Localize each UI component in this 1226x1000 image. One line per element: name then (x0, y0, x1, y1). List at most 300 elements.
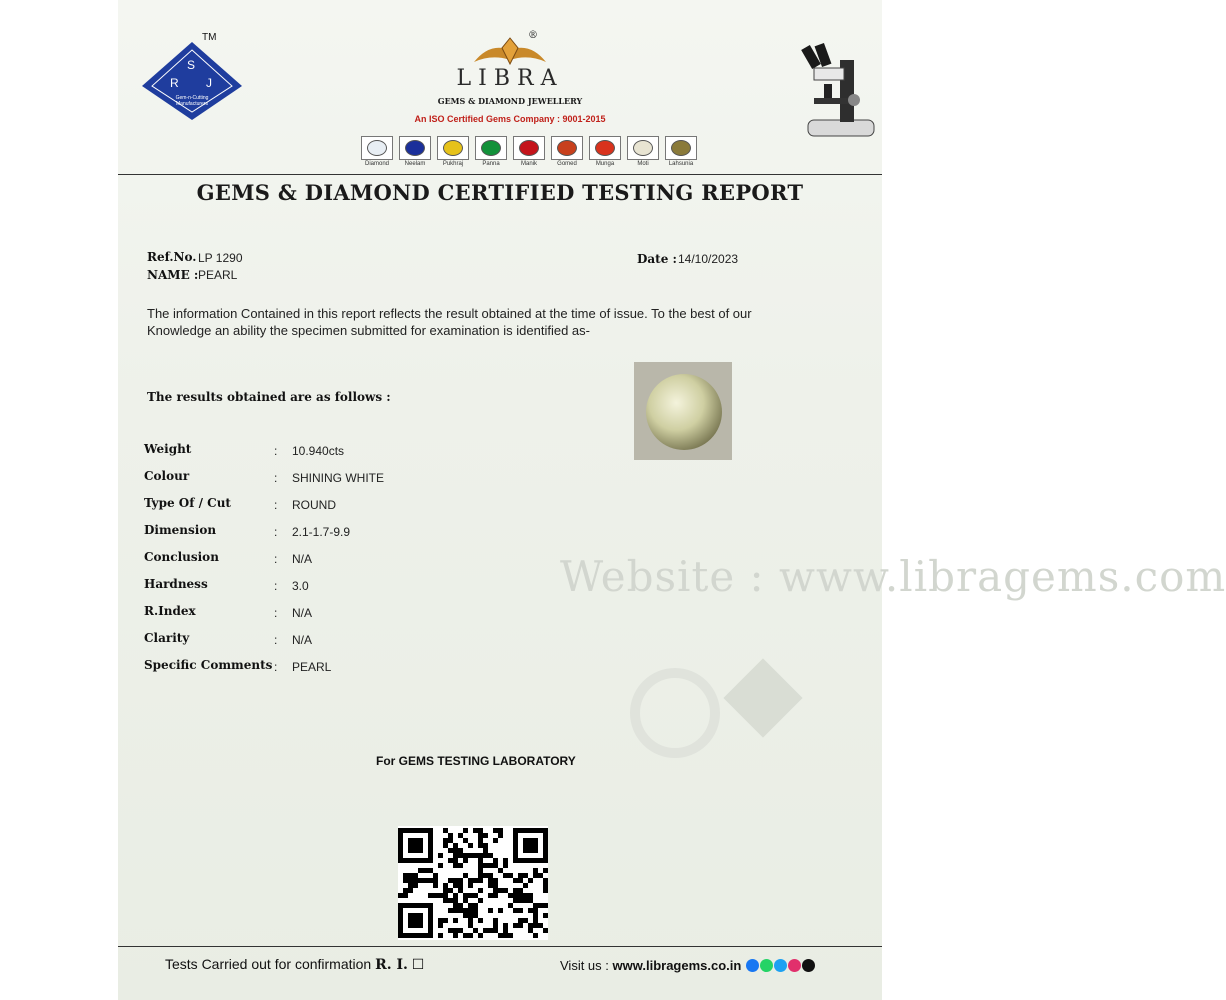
gem-name: Manik (520, 161, 537, 167)
qr-module (478, 853, 483, 858)
registered-mark: ® (528, 30, 538, 41)
brand-subtitle: GEMS & DIAMOND JEWELLERY (437, 96, 583, 106)
qr-module (528, 898, 533, 903)
qr-module (473, 913, 478, 918)
gem-swatch (551, 136, 583, 160)
qr-finder (523, 838, 538, 853)
libra-emblem (470, 36, 550, 68)
qr-module (493, 893, 498, 898)
header-divider (118, 174, 882, 175)
qr-module (438, 923, 443, 928)
qr-module (453, 933, 458, 938)
microscope-icon (800, 40, 880, 140)
social-icon[interactable] (760, 959, 773, 972)
qr-module (528, 928, 533, 933)
tests-text: Tests Carried out for confirmation (165, 956, 372, 972)
result-value: SHINING WHITE (292, 471, 384, 485)
qr-module (478, 833, 483, 838)
qr-module (493, 888, 498, 893)
qr-module (473, 853, 478, 858)
name-label: NAME : (147, 268, 199, 282)
qr-module (493, 863, 498, 868)
qr-module (453, 893, 458, 898)
footer-divider (118, 946, 882, 947)
qr-module (448, 858, 453, 863)
qr-module (458, 853, 463, 858)
result-row (144, 577, 544, 597)
qr-module (513, 893, 518, 898)
qr-module (483, 928, 488, 933)
qr-module (468, 933, 473, 938)
qr-module (498, 908, 503, 913)
srj-logo (140, 32, 244, 120)
gem-stone-icon (519, 140, 539, 156)
ri-checkbox: ☐ (411, 956, 425, 972)
qr-module (533, 908, 538, 913)
qr-module (488, 853, 493, 858)
qr-module (453, 863, 458, 868)
qr-module (463, 828, 468, 833)
gem-item (436, 136, 470, 167)
qr-module (463, 853, 468, 858)
gem-item (360, 136, 394, 167)
qr-module (483, 863, 488, 868)
qr-module (493, 928, 498, 933)
gem-swatch (361, 136, 393, 160)
qr-module (498, 933, 503, 938)
qr-module (443, 893, 448, 898)
result-row (144, 496, 544, 516)
qr-module (513, 888, 518, 893)
social-icon[interactable] (746, 959, 759, 972)
qr-module (533, 913, 538, 918)
result-value: PEARL (292, 660, 332, 674)
qr-module (468, 853, 473, 858)
social-icon[interactable] (788, 959, 801, 972)
gem-item (474, 136, 508, 167)
result-value: 3.0 (292, 579, 309, 593)
result-row (144, 469, 544, 489)
qr-module (473, 878, 478, 883)
qr-module (468, 908, 473, 913)
result-colon: : (274, 471, 278, 485)
qr-module (503, 863, 508, 868)
qr-module (458, 863, 463, 868)
qr-module (423, 878, 428, 883)
result-colon: : (274, 606, 278, 620)
qr-module (418, 878, 423, 883)
result-colon: : (274, 498, 278, 512)
result-value: N/A (292, 606, 313, 620)
qr-module (478, 878, 483, 883)
qr-module (493, 883, 498, 888)
gem-item (588, 136, 622, 167)
qr-module (453, 908, 458, 913)
qr-module (513, 908, 518, 913)
qr-module (478, 868, 483, 873)
qr-module (458, 908, 463, 913)
qr-module (473, 908, 478, 913)
qr-module (498, 868, 503, 873)
qr-module (448, 848, 453, 853)
qr-module (478, 933, 483, 938)
srj-caption: Gem-n-Cutting Manufacturers (175, 95, 209, 107)
qr-module (478, 888, 483, 893)
qr-module (453, 903, 458, 908)
qr-module (533, 873, 538, 878)
gem-item (550, 136, 584, 167)
qr-module (498, 888, 503, 893)
result-colon: : (274, 660, 278, 674)
qr-module (463, 873, 468, 878)
report-title: GEMS & DIAMOND CERTIFIED TESTING REPORT (196, 180, 804, 205)
qr-module (463, 893, 468, 898)
qr-module (493, 858, 498, 863)
qr-module (538, 873, 543, 878)
qr-module (443, 918, 448, 923)
srj-letter-j: J (206, 76, 212, 90)
gem-name: Panna (482, 161, 500, 167)
tests-note (165, 956, 424, 973)
qr-module (433, 883, 438, 888)
qr-module (408, 873, 413, 878)
qr-module (488, 928, 493, 933)
qr-module (518, 923, 523, 928)
qr-module (433, 878, 438, 883)
lab-signature-line: For GEMS TESTING LABORATORY (376, 754, 576, 768)
gem-name: Pukhraj (442, 161, 464, 167)
result-colon: : (274, 525, 278, 539)
qr-module (448, 908, 453, 913)
qr-module (523, 873, 528, 878)
qr-module (543, 883, 548, 888)
qr-module (448, 888, 453, 893)
ref-value: LP 1290 (198, 251, 243, 265)
qr-module (528, 893, 533, 898)
qr-module (488, 893, 493, 898)
qr-module (413, 883, 418, 888)
qr-module (458, 848, 463, 853)
qr-module (518, 878, 523, 883)
qr-module (428, 893, 433, 898)
intro-paragraph: The information Contained in this report reflects the result obtained at the time of issue. To the best of our Knowledge an ability the specimen submitted for examination is identified as- (147, 306, 752, 338)
qr-module (513, 898, 518, 903)
gem-stone-icon (443, 140, 463, 156)
qr-module (453, 883, 458, 888)
ri-text: R. I. (375, 957, 408, 973)
result-value: ROUND (292, 498, 336, 512)
qr-module (528, 908, 533, 913)
qr-module (468, 918, 473, 923)
qr-module (503, 933, 508, 938)
qr-module (438, 853, 443, 858)
result-label: Colour (144, 469, 190, 483)
qr-module (408, 888, 413, 893)
social-icons (745, 958, 815, 973)
qr-module (498, 833, 503, 838)
qr-module (443, 838, 448, 843)
qr-module (448, 928, 453, 933)
qr-module (468, 843, 473, 848)
qr-module (483, 843, 488, 848)
qr-module (448, 838, 453, 843)
qr-module (458, 888, 463, 893)
qr-module (518, 918, 523, 923)
result-label: R.Index (144, 604, 196, 618)
qr-module (533, 933, 538, 938)
qr-module (493, 923, 498, 928)
date-value: 14/10/2023 (678, 252, 739, 266)
gem-stone-icon (595, 140, 615, 156)
visit-url[interactable]: www.libragems.co.in (612, 958, 742, 973)
qr-module (453, 878, 458, 883)
result-colon: : (274, 579, 278, 593)
gem-stone-icon (671, 140, 691, 156)
qr-module (433, 893, 438, 898)
result-label: Weight (144, 442, 192, 456)
result-row (144, 658, 544, 678)
visit-label: Visit us : (560, 958, 609, 973)
qr-module (453, 843, 458, 848)
qr-module (483, 848, 488, 853)
results-heading: The results obtained are as follows : (147, 390, 391, 404)
qr-module (443, 843, 448, 848)
qr-module (438, 933, 443, 938)
gem-stone-icon (557, 140, 577, 156)
qr-module (453, 853, 458, 858)
gem-name: Munga (595, 161, 615, 167)
qr-module (463, 913, 468, 918)
gem-swatch (665, 136, 697, 160)
qr-module (513, 878, 518, 883)
qr-module (468, 878, 473, 883)
gem-item (512, 136, 546, 167)
qr-module (413, 873, 418, 878)
qr-module (428, 868, 433, 873)
qr-module (493, 838, 498, 843)
ref-label: Ref.No. (147, 250, 197, 264)
qr-module (463, 908, 468, 913)
qr-module (438, 863, 443, 868)
qr-module (453, 858, 458, 863)
qr-module (463, 933, 468, 938)
social-icon[interactable] (774, 959, 787, 972)
result-value: N/A (292, 633, 313, 647)
gem-stone-icon (481, 140, 501, 156)
qr-module (448, 878, 453, 883)
result-row (144, 442, 544, 462)
pearl-photo (634, 362, 732, 460)
result-row (144, 604, 544, 624)
qr-module (488, 883, 493, 888)
qr-module (518, 898, 523, 903)
qr-module (503, 888, 508, 893)
qr-module (403, 893, 408, 898)
qr-module (458, 883, 463, 888)
qr-module (473, 928, 478, 933)
qr-module (503, 873, 508, 878)
srj-letter-r: R (170, 76, 179, 90)
qr-module (468, 893, 473, 898)
qr-module (503, 923, 508, 928)
gem-name: Neelam (404, 161, 426, 167)
result-value: N/A (292, 552, 313, 566)
gem-name: Lahsunia (668, 161, 694, 167)
qr-module (463, 898, 468, 903)
result-label: Conclusion (144, 550, 219, 564)
qr-module (543, 928, 548, 933)
result-row (144, 631, 544, 651)
brand-name: LIBRA (456, 66, 564, 91)
gem-name: Moti (637, 161, 649, 167)
qr-module (428, 878, 433, 883)
qr-module (528, 878, 533, 883)
qr-module (533, 903, 538, 908)
qr-module (543, 913, 548, 918)
qr-module (403, 873, 408, 878)
qr-module (523, 883, 528, 888)
qr-module (538, 903, 543, 908)
visit-note (560, 958, 815, 973)
qr-module (478, 838, 483, 843)
qr-module (398, 893, 403, 898)
qr-module (488, 873, 493, 878)
result-row (144, 550, 544, 570)
qr-code (398, 826, 548, 940)
qr-module (458, 928, 463, 933)
qr-module (528, 923, 533, 928)
qr-module (443, 883, 448, 888)
name-value: PEARL (198, 268, 238, 282)
qr-module (443, 898, 448, 903)
gem-item (398, 136, 432, 167)
qr-module (533, 923, 538, 928)
qr-module (513, 923, 518, 928)
qr-module (438, 918, 443, 923)
qr-module (413, 878, 418, 883)
result-label: Clarity (144, 631, 190, 645)
qr-module (468, 903, 473, 908)
qr-module (478, 873, 483, 878)
qr-module (453, 918, 458, 923)
qr-module (463, 838, 468, 843)
qr-module (478, 843, 483, 848)
result-row (144, 523, 544, 543)
qr-module (493, 878, 498, 883)
gem-swatch (589, 136, 621, 160)
qr-module (508, 903, 513, 908)
qr-module (483, 833, 488, 838)
qr-module (533, 918, 538, 923)
qr-module (503, 928, 508, 933)
qr-module (518, 873, 523, 878)
qr-module (478, 863, 483, 868)
qr-module (403, 888, 408, 893)
social-icon[interactable] (802, 959, 815, 972)
qr-finder (408, 838, 423, 853)
qr-module (493, 918, 498, 923)
qr-module (508, 893, 513, 898)
qr-finder (408, 913, 423, 928)
qr-module (408, 883, 413, 888)
gem-strip (360, 136, 698, 167)
qr-module (458, 878, 463, 883)
qr-module (453, 898, 458, 903)
website-watermark: Website : www.libragems.com (560, 552, 1226, 601)
qr-module (518, 908, 523, 913)
qr-module (443, 828, 448, 833)
gem-item (626, 136, 660, 167)
qr-module (458, 903, 463, 908)
qr-module (523, 918, 528, 923)
gem-swatch (437, 136, 469, 160)
result-label: Specific Comments (144, 658, 273, 672)
gem-item (664, 136, 698, 167)
result-label: Dimension (144, 523, 217, 537)
qr-module (433, 873, 438, 878)
iso-line: An ISO Certified Gems Company : 9001-2015 (414, 114, 606, 124)
qr-module (423, 868, 428, 873)
qr-module (418, 868, 423, 873)
qr-module (448, 833, 453, 838)
qr-module (438, 893, 443, 898)
qr-module (533, 868, 538, 873)
qr-module (403, 878, 408, 883)
qr-module (478, 918, 483, 923)
qr-module (453, 928, 458, 933)
qr-module (448, 898, 453, 903)
qr-module (488, 878, 493, 883)
gem-swatch (475, 136, 507, 160)
gem-stone-icon (405, 140, 425, 156)
qr-module (463, 858, 468, 863)
qr-module (498, 828, 503, 833)
qr-module (478, 858, 483, 863)
qr-module (468, 923, 473, 928)
gem-stone-icon (367, 140, 387, 156)
gem-stone-icon (633, 140, 653, 156)
qr-module (503, 858, 508, 863)
qr-module (478, 898, 483, 903)
gem-swatch (399, 136, 431, 160)
result-value: 10.940cts (292, 444, 345, 458)
qr-module (443, 888, 448, 893)
qr-module (473, 903, 478, 908)
qr-module (473, 893, 478, 898)
result-colon: : (274, 444, 278, 458)
qr-module (488, 863, 493, 868)
qr-module (493, 828, 498, 833)
result-value: 2.1-1.7-9.9 (292, 525, 351, 539)
qr-module (523, 898, 528, 903)
result-colon: : (274, 552, 278, 566)
qr-module (543, 888, 548, 893)
result-colon: : (274, 633, 278, 647)
gem-name: Diamond (364, 161, 389, 167)
qr-module (508, 873, 513, 878)
qr-module (543, 903, 548, 908)
date-label: Date : (637, 252, 677, 266)
qr-module (468, 883, 473, 888)
qr-module (468, 913, 473, 918)
qr-module (488, 908, 493, 913)
result-label: Hardness (144, 577, 208, 591)
qr-module (458, 833, 463, 838)
qr-module (453, 848, 458, 853)
qr-module (543, 878, 548, 883)
qr-module (473, 828, 478, 833)
qr-module (518, 888, 523, 893)
